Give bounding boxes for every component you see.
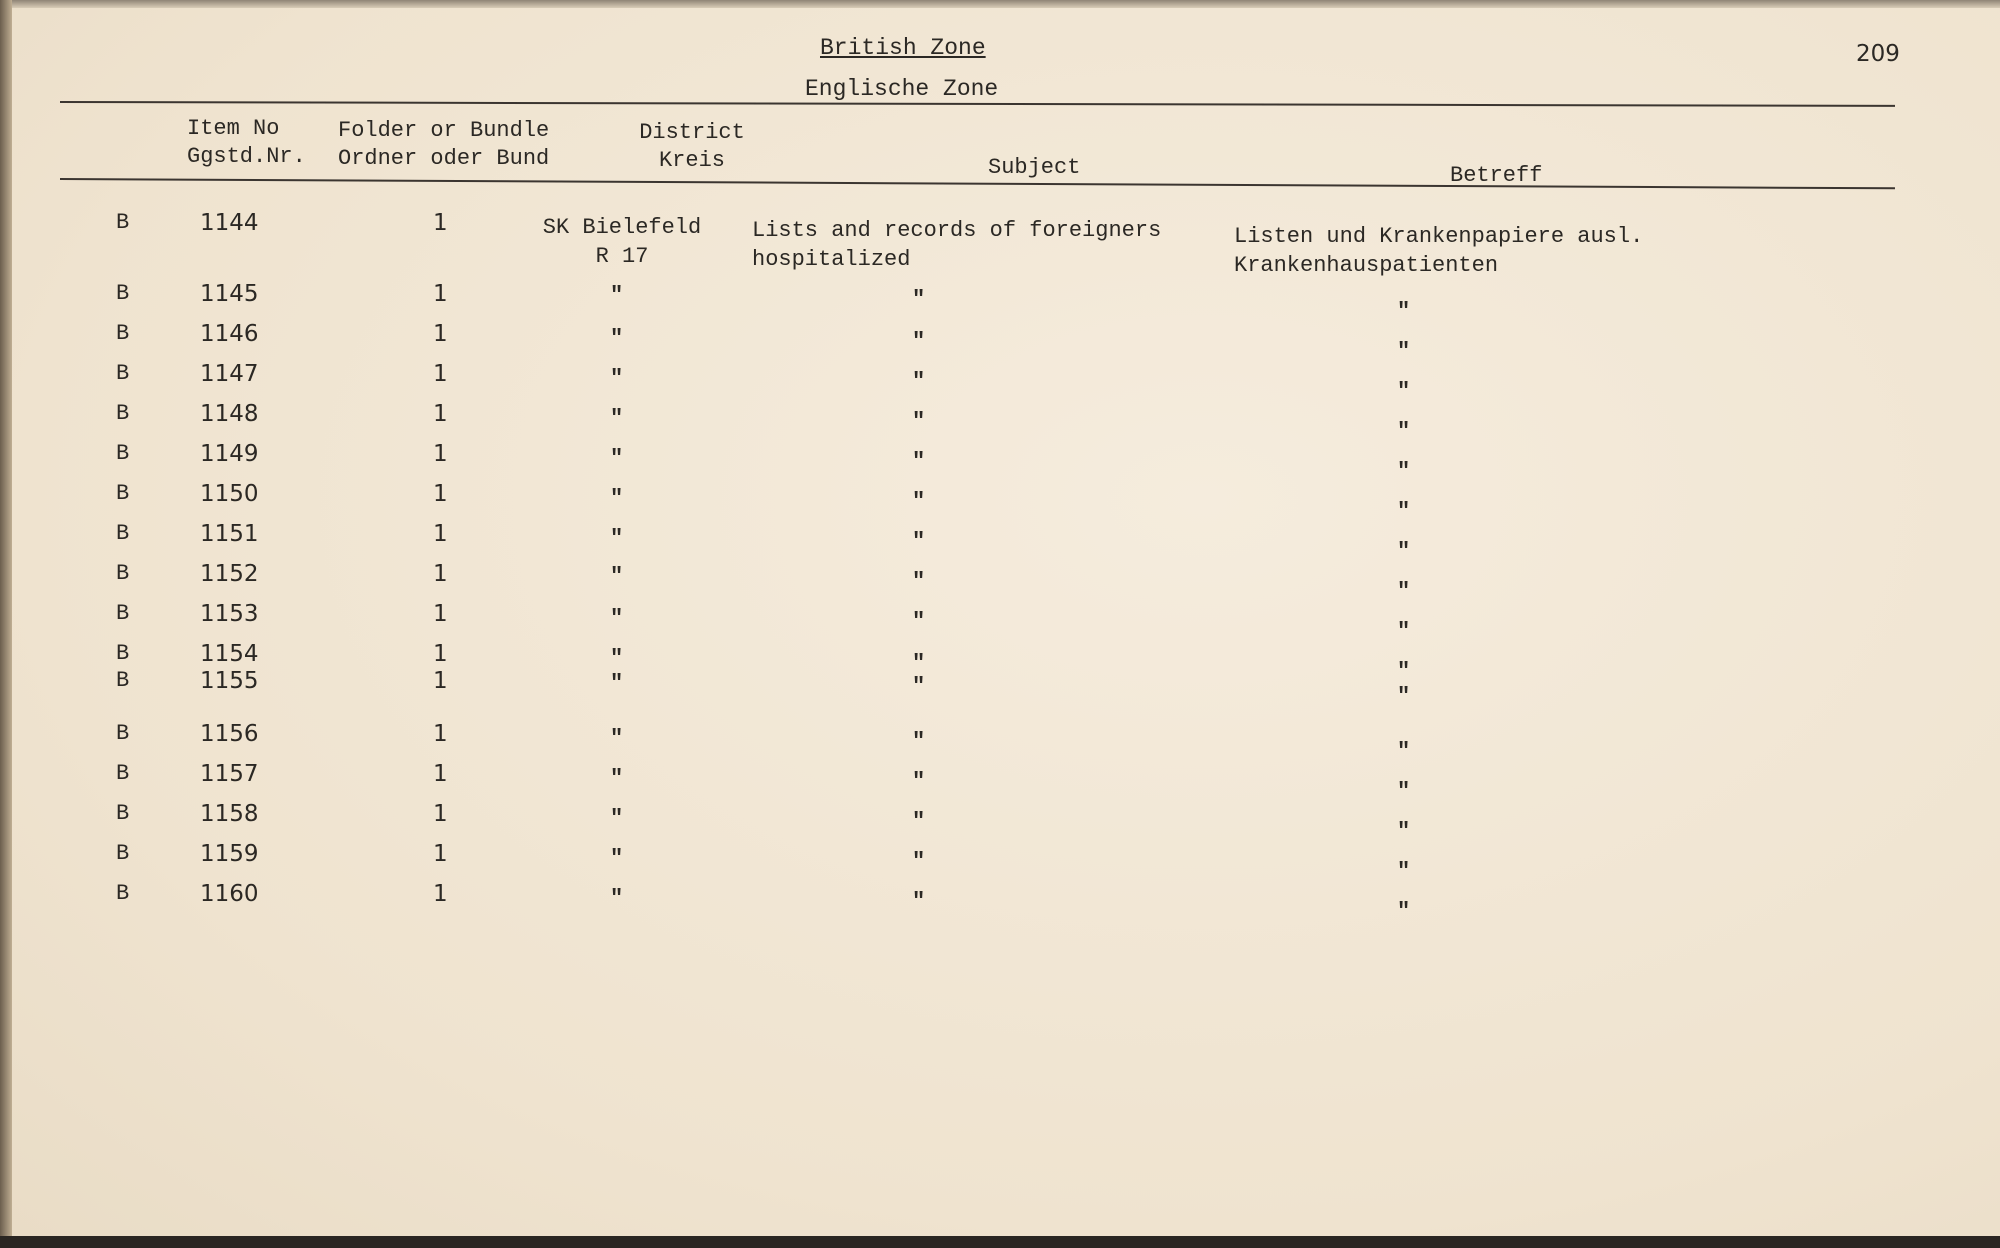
row-subject: " xyxy=(912,674,926,699)
header-item-no-de: Ggstd.Nr. xyxy=(187,144,306,169)
row-item-number: 1152 xyxy=(200,561,259,587)
row-district: " xyxy=(610,806,624,831)
row-betreff: " xyxy=(1397,299,1411,324)
row-prefix: B xyxy=(116,321,130,346)
row-item-number: 1153 xyxy=(200,601,259,627)
row-item-number: 1155 xyxy=(200,668,259,694)
row-item-number: 1159 xyxy=(200,841,259,867)
row-district: " xyxy=(610,526,624,551)
table-row-first xyxy=(10,210,2000,278)
row-item-number: 1154 xyxy=(200,641,259,667)
table-row xyxy=(10,521,2000,564)
row-district: " xyxy=(610,486,624,511)
row-prefix: B xyxy=(116,210,130,235)
row-item-number: 1158 xyxy=(200,801,259,827)
header-district-en: District xyxy=(639,120,745,145)
page-left-edge xyxy=(0,0,12,1248)
row-subject: " xyxy=(912,729,926,754)
row-item-number: 1157 xyxy=(200,761,259,787)
row-subject xyxy=(752,216,1161,274)
row-prefix: B xyxy=(116,721,130,746)
table-row xyxy=(10,361,2000,404)
header-district-de: Kreis xyxy=(658,148,725,173)
row-betreff: " xyxy=(1397,659,1411,684)
row-prefix: B xyxy=(116,761,130,786)
row-prefix: B xyxy=(116,281,130,306)
row-district: " xyxy=(610,646,624,671)
table-row xyxy=(10,561,2000,604)
header-district xyxy=(627,119,757,175)
row-subject: " xyxy=(912,569,926,594)
row-folder: 1 xyxy=(433,641,448,667)
row-district: " xyxy=(610,326,624,351)
header-subject: Subject xyxy=(988,155,1081,180)
row-district: " xyxy=(610,406,624,431)
row-subject: " xyxy=(912,329,926,354)
row-betreff: " xyxy=(1397,684,1411,709)
row-folder: 1 xyxy=(433,210,448,236)
row-district: " xyxy=(610,446,624,471)
row-district: " xyxy=(610,671,624,696)
row-betreff: " xyxy=(1397,379,1411,404)
row-prefix: B xyxy=(116,361,130,386)
row-prefix: B xyxy=(116,401,130,426)
page-top-edge xyxy=(0,0,2000,8)
row-betreff: " xyxy=(1397,859,1411,884)
header-folder-de: Ordner oder Bund xyxy=(338,146,550,171)
table-row xyxy=(10,881,2000,924)
header-item-no-en: Item No xyxy=(187,116,280,141)
row-subject: " xyxy=(912,609,926,634)
row-folder: 1 xyxy=(433,281,448,307)
row-district: " xyxy=(610,886,624,911)
row-betreff: " xyxy=(1397,419,1411,444)
row-district: " xyxy=(610,766,624,791)
table-row xyxy=(10,841,2000,884)
row-subject: " xyxy=(912,369,926,394)
table-row xyxy=(10,321,2000,364)
row-item-number: 1148 xyxy=(200,401,259,427)
row-subject: " xyxy=(912,849,926,874)
row-folder: 1 xyxy=(433,361,448,387)
row-folder: 1 xyxy=(433,521,448,547)
row-betreff: " xyxy=(1397,579,1411,604)
row-district: " xyxy=(610,846,624,871)
row-item-number: 1146 xyxy=(200,321,259,347)
row-subject: " xyxy=(912,889,926,914)
row-prefix: B xyxy=(116,881,130,906)
row-subject: " xyxy=(912,769,926,794)
table-row xyxy=(10,668,2000,709)
row-district: " xyxy=(610,283,624,308)
row-subject: " xyxy=(912,529,926,554)
row-betreff: " xyxy=(1397,739,1411,764)
row-subject: " xyxy=(912,489,926,514)
row-prefix: B xyxy=(116,521,130,546)
row-prefix: B xyxy=(116,668,130,693)
table-row xyxy=(10,801,2000,844)
row-folder: 1 xyxy=(433,601,448,627)
page-number: 209 xyxy=(1856,41,1900,67)
row-item-number: 1151 xyxy=(200,521,259,547)
table-row xyxy=(10,281,2000,324)
row-subject-line1: Lists and records of foreigners xyxy=(752,218,1162,243)
header-item-no xyxy=(187,115,306,171)
page-bottom-edge xyxy=(0,1236,2000,1248)
row-betreff-line2: Krankenhauspatienten xyxy=(1234,253,1499,278)
row-district: " xyxy=(610,726,624,751)
row-betreff: " xyxy=(1397,339,1411,364)
row-prefix: B xyxy=(116,601,130,626)
row-prefix: B xyxy=(116,561,130,586)
row-item-number: 1150 xyxy=(200,481,259,507)
row-district: " xyxy=(610,606,624,631)
row-betreff: " xyxy=(1397,619,1411,644)
row-district xyxy=(532,213,712,271)
row-folder: 1 xyxy=(433,561,448,587)
row-district: " xyxy=(610,564,624,589)
table-row xyxy=(10,761,2000,804)
row-prefix: B xyxy=(116,641,130,666)
header-folder-en: Folder or Bundle xyxy=(338,118,550,143)
row-item-number: 1156 xyxy=(200,721,259,747)
header-folder xyxy=(338,117,549,173)
document-title: British Zone xyxy=(820,35,986,61)
header-bottom-rule xyxy=(60,178,1895,189)
row-betreff: " xyxy=(1397,499,1411,524)
row-folder: 1 xyxy=(433,481,448,507)
row-betreff: " xyxy=(1397,899,1411,924)
row-betreff: " xyxy=(1397,459,1411,484)
row-subject-line2: hospitalized xyxy=(752,247,911,272)
table-row xyxy=(10,401,2000,444)
row-folder: 1 xyxy=(433,721,448,747)
row-betreff: " xyxy=(1397,779,1411,804)
row-folder: 1 xyxy=(433,401,448,427)
row-betreff xyxy=(1234,222,1643,280)
document-subtitle: Englische Zone xyxy=(805,76,999,102)
row-district-line2: R 17 xyxy=(595,244,649,269)
row-betreff: " xyxy=(1397,819,1411,844)
row-betreff: " xyxy=(1397,539,1411,564)
table-row xyxy=(10,601,2000,644)
row-subject: " xyxy=(912,449,926,474)
row-district: " xyxy=(610,366,624,391)
row-item-number: 1144 xyxy=(200,210,259,236)
row-prefix: B xyxy=(116,841,130,866)
table-row xyxy=(10,441,2000,484)
document-page xyxy=(10,8,2000,1238)
row-folder: 1 xyxy=(433,841,448,867)
row-folder: 1 xyxy=(433,441,448,467)
row-prefix: B xyxy=(116,481,130,506)
table-row xyxy=(10,721,2000,764)
row-subject: " xyxy=(912,809,926,834)
row-folder: 1 xyxy=(433,881,448,907)
row-folder: 1 xyxy=(433,321,448,347)
row-folder: 1 xyxy=(433,801,448,827)
row-prefix: B xyxy=(116,441,130,466)
row-subject: " xyxy=(912,651,926,676)
row-prefix: B xyxy=(116,801,130,826)
row-subject: " xyxy=(912,287,926,312)
row-item-number: 1147 xyxy=(200,361,259,387)
row-item-number: 1160 xyxy=(200,881,259,907)
table-row xyxy=(10,481,2000,524)
row-betreff-line1: Listen und Krankenpapiere ausl. xyxy=(1234,224,1644,249)
row-item-number: 1149 xyxy=(200,441,259,467)
row-folder: 1 xyxy=(433,761,448,787)
header-betreff: Betreff xyxy=(1450,163,1543,188)
row-folder: 1 xyxy=(433,668,448,694)
row-district-line1: SK Bielefeld xyxy=(542,215,702,240)
row-subject: " xyxy=(912,409,926,434)
row-item-number: 1145 xyxy=(200,281,259,307)
